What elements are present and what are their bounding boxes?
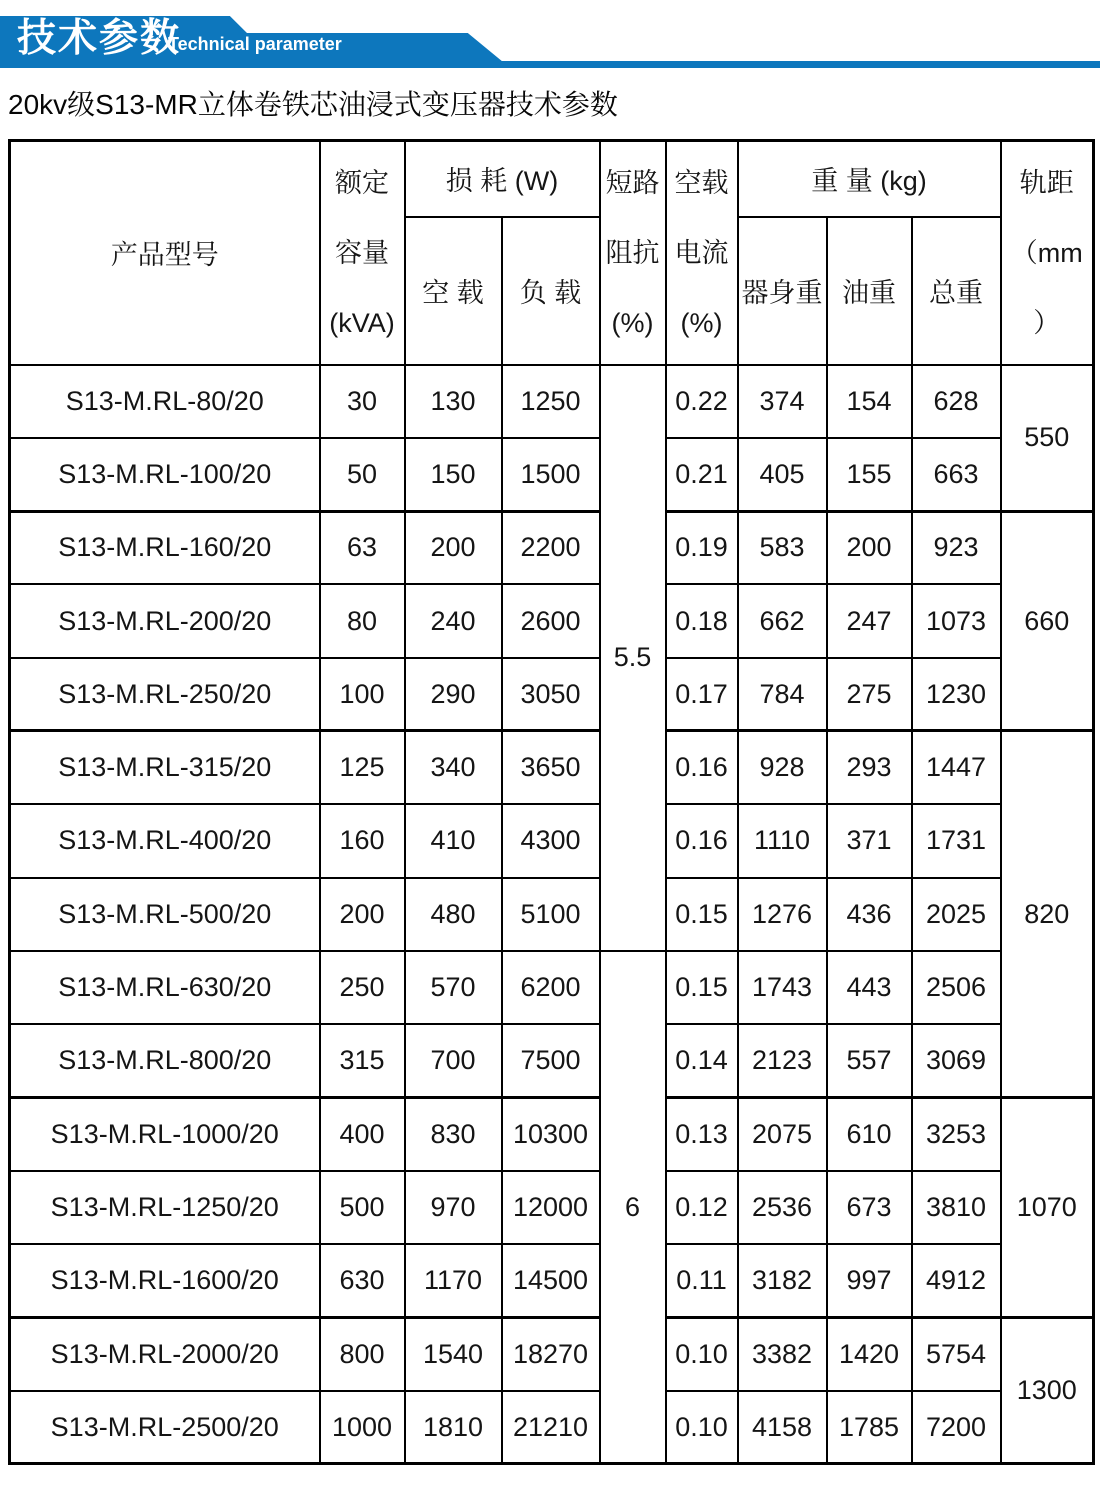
cell-total-weight: 1447 xyxy=(912,731,1001,804)
cell-capacity: 125 xyxy=(320,731,405,804)
cell-no-load-loss: 480 xyxy=(405,878,502,951)
cell-model: S13-M.RL-2500/20 xyxy=(10,1391,320,1464)
cell-no-load-loss: 130 xyxy=(405,365,502,438)
cell-no-load-loss: 410 xyxy=(405,804,502,877)
cell-capacity: 160 xyxy=(320,804,405,877)
table-row xyxy=(10,438,1094,511)
cell-body-weight: 4158 xyxy=(738,1391,827,1464)
table-row xyxy=(10,878,1094,951)
cell-load-loss: 21210 xyxy=(502,1391,600,1464)
header-loss: 损 耗 (W) xyxy=(405,141,600,217)
cell-model: S13-M.RL-500/20 xyxy=(10,878,320,951)
cell-total-weight: 7200 xyxy=(912,1391,1001,1464)
cell-load-loss: 14500 xyxy=(502,1244,600,1317)
cell-model: S13-M.RL-200/20 xyxy=(10,584,320,657)
cell-no-load-current: 0.16 xyxy=(666,804,738,877)
cell-no-load-current: 0.10 xyxy=(666,1391,738,1464)
cell-no-load-current: 0.22 xyxy=(666,365,738,438)
cell-total-weight: 1073 xyxy=(912,584,1001,657)
cell-no-load-loss: 700 xyxy=(405,1024,502,1097)
banner-accent-strip xyxy=(0,61,1100,68)
cell-body-weight: 662 xyxy=(738,584,827,657)
cell-model: S13-M.RL-1000/20 xyxy=(10,1097,320,1170)
cell-total-weight: 3069 xyxy=(912,1024,1001,1097)
cell-no-load-current: 0.12 xyxy=(666,1171,738,1244)
cell-load-loss: 1500 xyxy=(502,438,600,511)
cell-oil-weight: 997 xyxy=(827,1244,912,1317)
cell-oil-weight: 247 xyxy=(827,584,912,657)
cell-no-load-current: 0.19 xyxy=(666,511,738,584)
header-weight-total: 总重 xyxy=(912,217,1001,365)
cell-body-weight: 1276 xyxy=(738,878,827,951)
banner-title-en: Technical parameter xyxy=(168,34,342,54)
header-weight: 重 量 (kg) xyxy=(738,141,1001,217)
cell-gauge: 820 xyxy=(1001,731,1094,1097)
header-loss-load: 负 载 xyxy=(502,217,600,365)
cell-load-loss: 3650 xyxy=(502,731,600,804)
cell-total-weight: 1230 xyxy=(912,658,1001,731)
cell-no-load-current: 0.13 xyxy=(666,1097,738,1170)
cell-gauge: 660 xyxy=(1001,511,1094,731)
cell-capacity: 63 xyxy=(320,511,405,584)
cell-model: S13-M.RL-1250/20 xyxy=(10,1171,320,1244)
cell-model: S13-M.RL-630/20 xyxy=(10,951,320,1024)
cell-total-weight: 923 xyxy=(912,511,1001,584)
cell-oil-weight: 436 xyxy=(827,878,912,951)
cell-total-weight: 2025 xyxy=(912,878,1001,951)
cell-body-weight: 2123 xyxy=(738,1024,827,1097)
table-row xyxy=(10,731,1094,804)
cell-model: S13-M.RL-800/20 xyxy=(10,1024,320,1097)
cell-capacity: 50 xyxy=(320,438,405,511)
cell-no-load-current: 0.11 xyxy=(666,1244,738,1317)
header-no-load-current: 空载 电流 (%) xyxy=(666,141,738,365)
cell-body-weight: 2536 xyxy=(738,1171,827,1244)
cell-no-load-current: 0.10 xyxy=(666,1317,738,1390)
table-row xyxy=(10,804,1094,877)
cell-oil-weight: 673 xyxy=(827,1171,912,1244)
cell-model: S13-M.RL-100/20 xyxy=(10,438,320,511)
cell-no-load-loss: 1540 xyxy=(405,1317,502,1390)
cell-capacity: 200 xyxy=(320,878,405,951)
cell-load-loss: 4300 xyxy=(502,804,600,877)
page-title: 20kv级S13-MR立体卷铁芯油浸式变压器技术参数 xyxy=(8,89,618,120)
cell-total-weight: 3810 xyxy=(912,1171,1001,1244)
cell-no-load-loss: 830 xyxy=(405,1097,502,1170)
parameters-table xyxy=(8,139,1095,1465)
cell-body-weight: 405 xyxy=(738,438,827,511)
cell-total-weight: 4912 xyxy=(912,1244,1001,1317)
table-row xyxy=(10,511,1094,584)
cell-load-loss: 1250 xyxy=(502,365,600,438)
cell-no-load-current: 0.15 xyxy=(666,878,738,951)
cell-capacity: 30 xyxy=(320,365,405,438)
cell-oil-weight: 275 xyxy=(827,658,912,731)
cell-load-loss: 10300 xyxy=(502,1097,600,1170)
cell-total-weight: 2506 xyxy=(912,951,1001,1024)
banner xyxy=(0,0,1100,70)
cell-body-weight: 374 xyxy=(738,365,827,438)
cell-gauge: 550 xyxy=(1001,365,1094,512)
cell-no-load-loss: 1170 xyxy=(405,1244,502,1317)
cell-capacity: 800 xyxy=(320,1317,405,1390)
cell-capacity: 100 xyxy=(320,658,405,731)
cell-capacity: 315 xyxy=(320,1024,405,1097)
cell-no-load-current: 0.15 xyxy=(666,951,738,1024)
cell-no-load-loss: 150 xyxy=(405,438,502,511)
cell-load-loss: 2600 xyxy=(502,584,600,657)
cell-body-weight: 583 xyxy=(738,511,827,584)
table-row xyxy=(10,584,1094,657)
cell-load-loss: 3050 xyxy=(502,658,600,731)
table-row xyxy=(10,1097,1094,1170)
table-row xyxy=(10,1317,1094,1390)
cell-load-loss: 12000 xyxy=(502,1171,600,1244)
table-row xyxy=(10,1391,1094,1464)
cell-body-weight: 928 xyxy=(738,731,827,804)
cell-model: S13-M.RL-160/20 xyxy=(10,511,320,584)
cell-total-weight: 5754 xyxy=(912,1317,1001,1390)
cell-body-weight: 1110 xyxy=(738,804,827,877)
cell-no-load-loss: 290 xyxy=(405,658,502,731)
cell-oil-weight: 557 xyxy=(827,1024,912,1097)
cell-total-weight: 1731 xyxy=(912,804,1001,877)
cell-no-load-loss: 200 xyxy=(405,511,502,584)
cell-no-load-current: 0.16 xyxy=(666,731,738,804)
cell-capacity: 250 xyxy=(320,951,405,1024)
cell-oil-weight: 154 xyxy=(827,365,912,438)
header-gauge: 轨距 （mm ） xyxy=(1001,141,1094,365)
cell-load-loss: 18270 xyxy=(502,1317,600,1390)
cell-oil-weight: 293 xyxy=(827,731,912,804)
cell-model: S13-M.RL-2000/20 xyxy=(10,1317,320,1390)
table-row xyxy=(10,1171,1094,1244)
cell-body-weight: 3182 xyxy=(738,1244,827,1317)
cell-no-load-loss: 340 xyxy=(405,731,502,804)
cell-load-loss: 5100 xyxy=(502,878,600,951)
header-weight-oil: 油重 xyxy=(827,217,912,365)
table-row xyxy=(10,1024,1094,1097)
cell-model: S13-M.RL-250/20 xyxy=(10,658,320,731)
cell-no-load-current: 0.17 xyxy=(666,658,738,731)
header-rated-capacity: 额定 容量 (kVA) xyxy=(320,141,405,365)
cell-total-weight: 3253 xyxy=(912,1097,1001,1170)
cell-total-weight: 663 xyxy=(912,438,1001,511)
cell-total-weight: 628 xyxy=(912,365,1001,438)
cell-no-load-loss: 970 xyxy=(405,1171,502,1244)
cell-body-weight: 1743 xyxy=(738,951,827,1024)
cell-impedance: 6 xyxy=(600,951,666,1464)
banner-title-cn: 技术参数 xyxy=(17,17,182,60)
cell-no-load-current: 0.21 xyxy=(666,438,738,511)
header-weight-body: 器身重 xyxy=(738,217,827,365)
cell-no-load-loss: 1810 xyxy=(405,1391,502,1464)
cell-capacity: 630 xyxy=(320,1244,405,1317)
cell-no-load-current: 0.18 xyxy=(666,584,738,657)
header-loss-no-load: 空 载 xyxy=(405,217,502,365)
cell-oil-weight: 610 xyxy=(827,1097,912,1170)
cell-oil-weight: 155 xyxy=(827,438,912,511)
cell-capacity: 500 xyxy=(320,1171,405,1244)
cell-model: S13-M.RL-400/20 xyxy=(10,804,320,877)
header-short-circuit-impedance: 短路 阻抗 (%) xyxy=(600,141,666,365)
cell-model: S13-M.RL-80/20 xyxy=(10,365,320,438)
cell-gauge: 1300 xyxy=(1001,1317,1094,1464)
cell-no-load-loss: 570 xyxy=(405,951,502,1024)
table-row xyxy=(10,658,1094,731)
cell-load-loss: 2200 xyxy=(502,511,600,584)
table-row xyxy=(10,1244,1094,1317)
cell-capacity: 80 xyxy=(320,584,405,657)
cell-impedance: 5.5 xyxy=(600,365,666,951)
cell-oil-weight: 200 xyxy=(827,511,912,584)
cell-no-load-loss: 240 xyxy=(405,584,502,657)
cell-load-loss: 6200 xyxy=(502,951,600,1024)
header-product-model: 产品型号 xyxy=(10,141,320,365)
cell-load-loss: 7500 xyxy=(502,1024,600,1097)
cell-oil-weight: 1785 xyxy=(827,1391,912,1464)
cell-body-weight: 784 xyxy=(738,658,827,731)
cell-model: S13-M.RL-315/20 xyxy=(10,731,320,804)
cell-oil-weight: 443 xyxy=(827,951,912,1024)
cell-no-load-current: 0.14 xyxy=(666,1024,738,1097)
cell-body-weight: 3382 xyxy=(738,1317,827,1390)
table-row xyxy=(10,365,1094,438)
cell-body-weight: 2075 xyxy=(738,1097,827,1170)
cell-capacity: 400 xyxy=(320,1097,405,1170)
table-row xyxy=(10,951,1094,1024)
cell-gauge: 1070 xyxy=(1001,1097,1094,1317)
cell-capacity: 1000 xyxy=(320,1391,405,1464)
cell-oil-weight: 1420 xyxy=(827,1317,912,1390)
cell-oil-weight: 371 xyxy=(827,804,912,877)
cell-model: S13-M.RL-1600/20 xyxy=(10,1244,320,1317)
